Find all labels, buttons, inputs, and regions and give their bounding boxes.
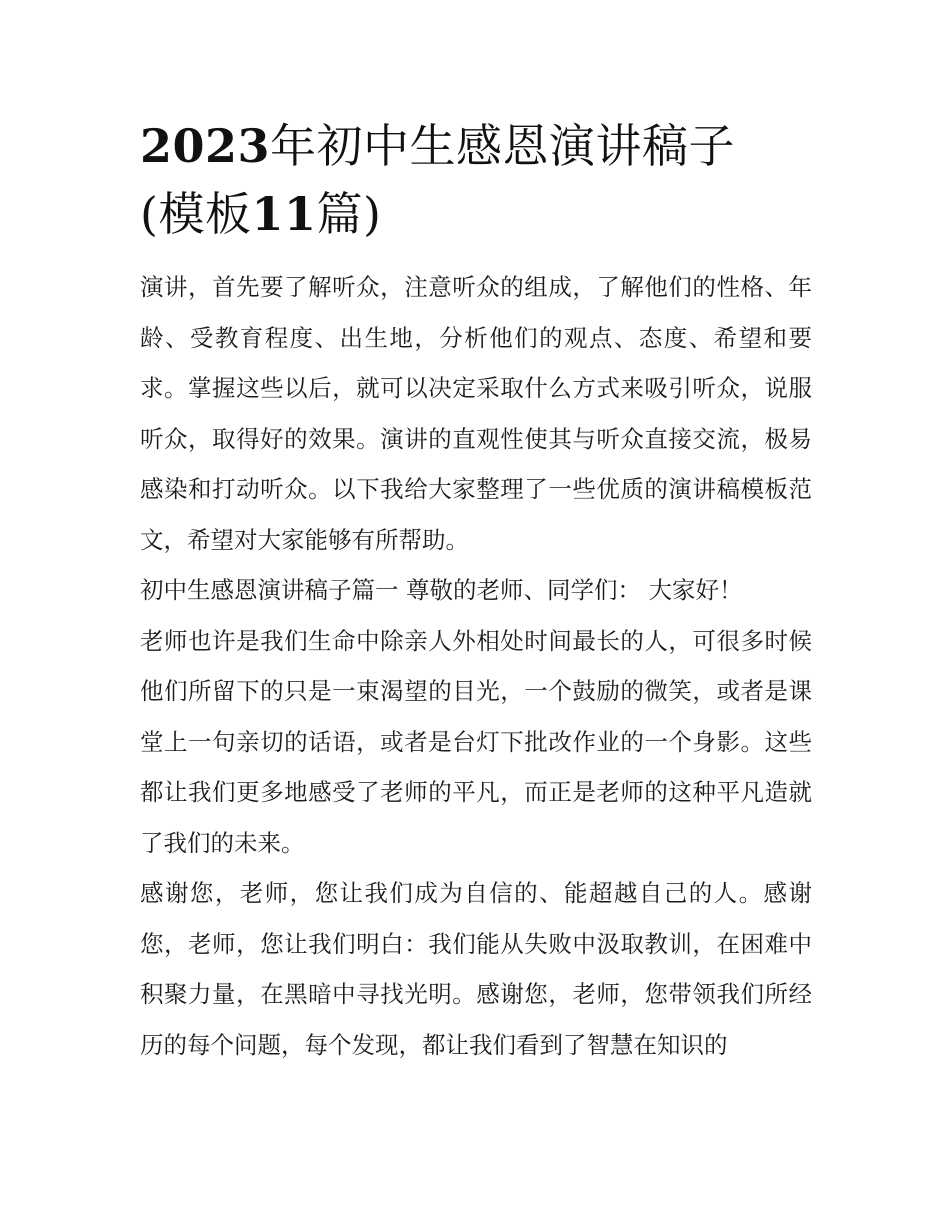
title-main: 年初中生感恩演讲稿子 [270,119,736,173]
section-heading-paragraph: 初中生感恩演讲稿子篇一 尊敬的老师、同学们： 大家好！ [140,576,743,604]
title-close: 篇) [316,187,382,241]
body-paragraph: 感谢您，老师，您让我们成为自信的、能超越自己的人。感谢您，老师，您让我们明白：我们能从失败中汲取教训，在困难中积聚力量，在黑暗中寻找光明。感谢您，老师，您带领我们所经历的每个问题，每个发现，都让我们看到了智慧在知识的 [140,879,812,1059]
document-body [140,112,812,1070]
title-open: (模板 [140,187,252,241]
intro-paragraph: 演讲，首先要了解听众，注意听众的组成，了解他们的性格、年龄、受教育程度、出生地，分析他们的观点、态度、希望和要求。掌握这些以后，就可以决定采取什么方式来吸引听众，说服听众，取得好的效果。演讲的直观性使其与听众直接交流，极易感染和打动听众。以下我给大家整理了一些优质的演讲稿模板范文，希望对大家能够有所帮助。 [140,273,812,554]
title-year: 2023 [140,119,271,173]
body-paragraph: 老师也许是我们生命中除亲人外相处时间最长的人，可很多时候他们所留下的只是一束渴望的目光，一个鼓励的微笑，或者是课堂上一句亲切的话语，或者是台灯下批改作业的一个身影。这些都让我们更多地感受了老师的平凡，而正是老师的这种平凡造就了我们的未来。 [140,626,812,857]
title-count: 11 [251,187,317,241]
document-title [140,112,812,248]
